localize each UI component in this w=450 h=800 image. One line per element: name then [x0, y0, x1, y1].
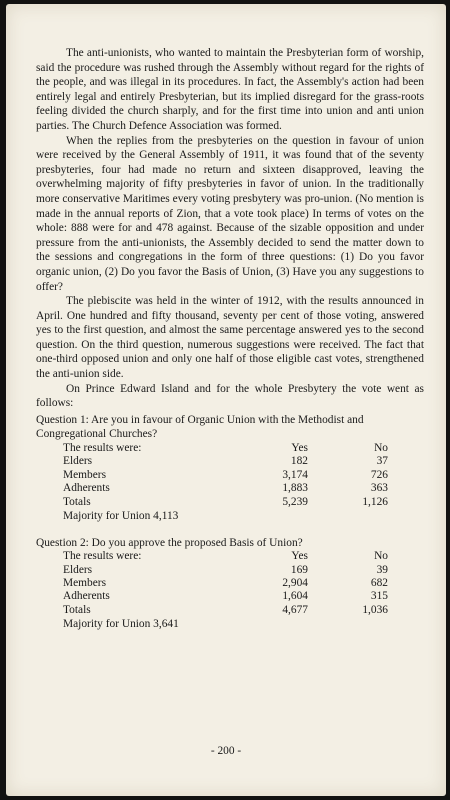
question-1-results-table [63, 442, 388, 509]
yes-value: 2,904 [282, 577, 308, 590]
paragraph-presbytery-replies: When the replies from the presbyteries on the question in favour of union were received by the General Assembly of 1911, it was found that of the seventy presbyteries, four had made no return and sixteen disapproved, leaving the overwhelming majority of fifty presbyteries in favor of union. In the traditionally more conservative Maritimes every voting presbytery was pro-union. (No mention is made in the annual reports of Zion, that a vote took place) In terms of votes on the whole: 888 were for and 478 against. Because of the sizable opposition and under pressure from the anti-unionists, the Assembly decided to send the matter down to the sessions and congregations in the form of three questions: (1) Do you favor organic union, (2) Do you favor the Basis of Union, (3) Have you any suggestions to offer? [36, 134, 424, 293]
row-label: Elders [63, 455, 93, 468]
no-header: No [374, 550, 388, 563]
table-row [63, 455, 388, 468]
yes-value: 1,883 [282, 482, 308, 495]
yes-value: 3,174 [282, 468, 308, 481]
no-value: 1,126 [362, 495, 388, 508]
table-row [63, 496, 388, 509]
page-number: - 200 - [210, 745, 242, 757]
question-2-majority: Majority for Union 3,641 [63, 618, 179, 631]
no-header: No [374, 442, 388, 455]
question-2-results-table [63, 550, 388, 617]
no-value: 315 [370, 590, 388, 603]
table-row [63, 604, 388, 617]
question-1-title: Question 1: Are you in favour of Organic Union with the Methodist and Congregational Churches? [36, 413, 364, 441]
no-value: 39 [376, 563, 388, 576]
row-label: Members [63, 468, 107, 481]
row-label: Adherents [63, 482, 110, 495]
no-value: 682 [370, 577, 388, 590]
table-header-row [63, 442, 388, 455]
no-value: 1,036 [362, 603, 388, 616]
no-value: 37 [376, 455, 388, 468]
yes-value: 1,604 [282, 590, 308, 603]
row-label: Elders [63, 563, 93, 576]
paragraph-pei-vote: On Prince Edward Island and for the whole Presbytery the vote went as follows: [36, 382, 424, 410]
question-1-majority: Majority for Union 4,113 [63, 510, 179, 523]
no-value: 363 [370, 482, 388, 495]
no-value: 726 [370, 468, 388, 481]
yes-value: 5,239 [282, 495, 308, 508]
yes-header: Yes [291, 442, 308, 455]
yes-value: 4,677 [282, 603, 308, 616]
yes-header: Yes [291, 550, 308, 563]
yes-value: 182 [290, 455, 308, 468]
table-header-row [63, 550, 388, 563]
row-label: Members [63, 577, 107, 590]
results-label: The results were: [63, 550, 142, 563]
row-label: Adherents [63, 590, 110, 603]
table-row [63, 564, 388, 577]
table-row [63, 482, 388, 495]
question-2-title: Question 2: Do you approve the proposed Basis of Union? [36, 536, 303, 549]
row-label: Totals [63, 495, 91, 508]
paragraph-plebiscite: The plebiscite was held in the winter of 1912, with the results announced in April. One hundred and fifty thousand, seventy per cent of those voting, answered yes to the first question, and almost the same percentage answered yes to the second question. On the third question, numerous suggestions were received. The fact that one-third opposed union and only one half of those eligible cast votes, strengthened the anti-union side. [36, 295, 424, 381]
table-row [63, 577, 388, 590]
results-label: The results were: [63, 442, 142, 455]
row-label: Totals [63, 603, 91, 616]
page-body [36, 46, 424, 632]
book-page [6, 4, 446, 796]
table-row [63, 590, 388, 603]
yes-value: 169 [290, 563, 308, 576]
table-row [63, 469, 388, 482]
paragraph-anti-unionists: The anti-unionists, who wanted to maintain the Presbyterian form of worship, said the procedure was rushed through the Assembly without regard for the rights of the people, and was illegal in its procedures. In fact, the Assembly's action had been entirely legal and entirely Presbyterian, but its implied disregard for the grass-roots feeling divided the church sharply, and for the first time into union and anti union parties. The Church Defence Association was formed. [36, 47, 424, 132]
